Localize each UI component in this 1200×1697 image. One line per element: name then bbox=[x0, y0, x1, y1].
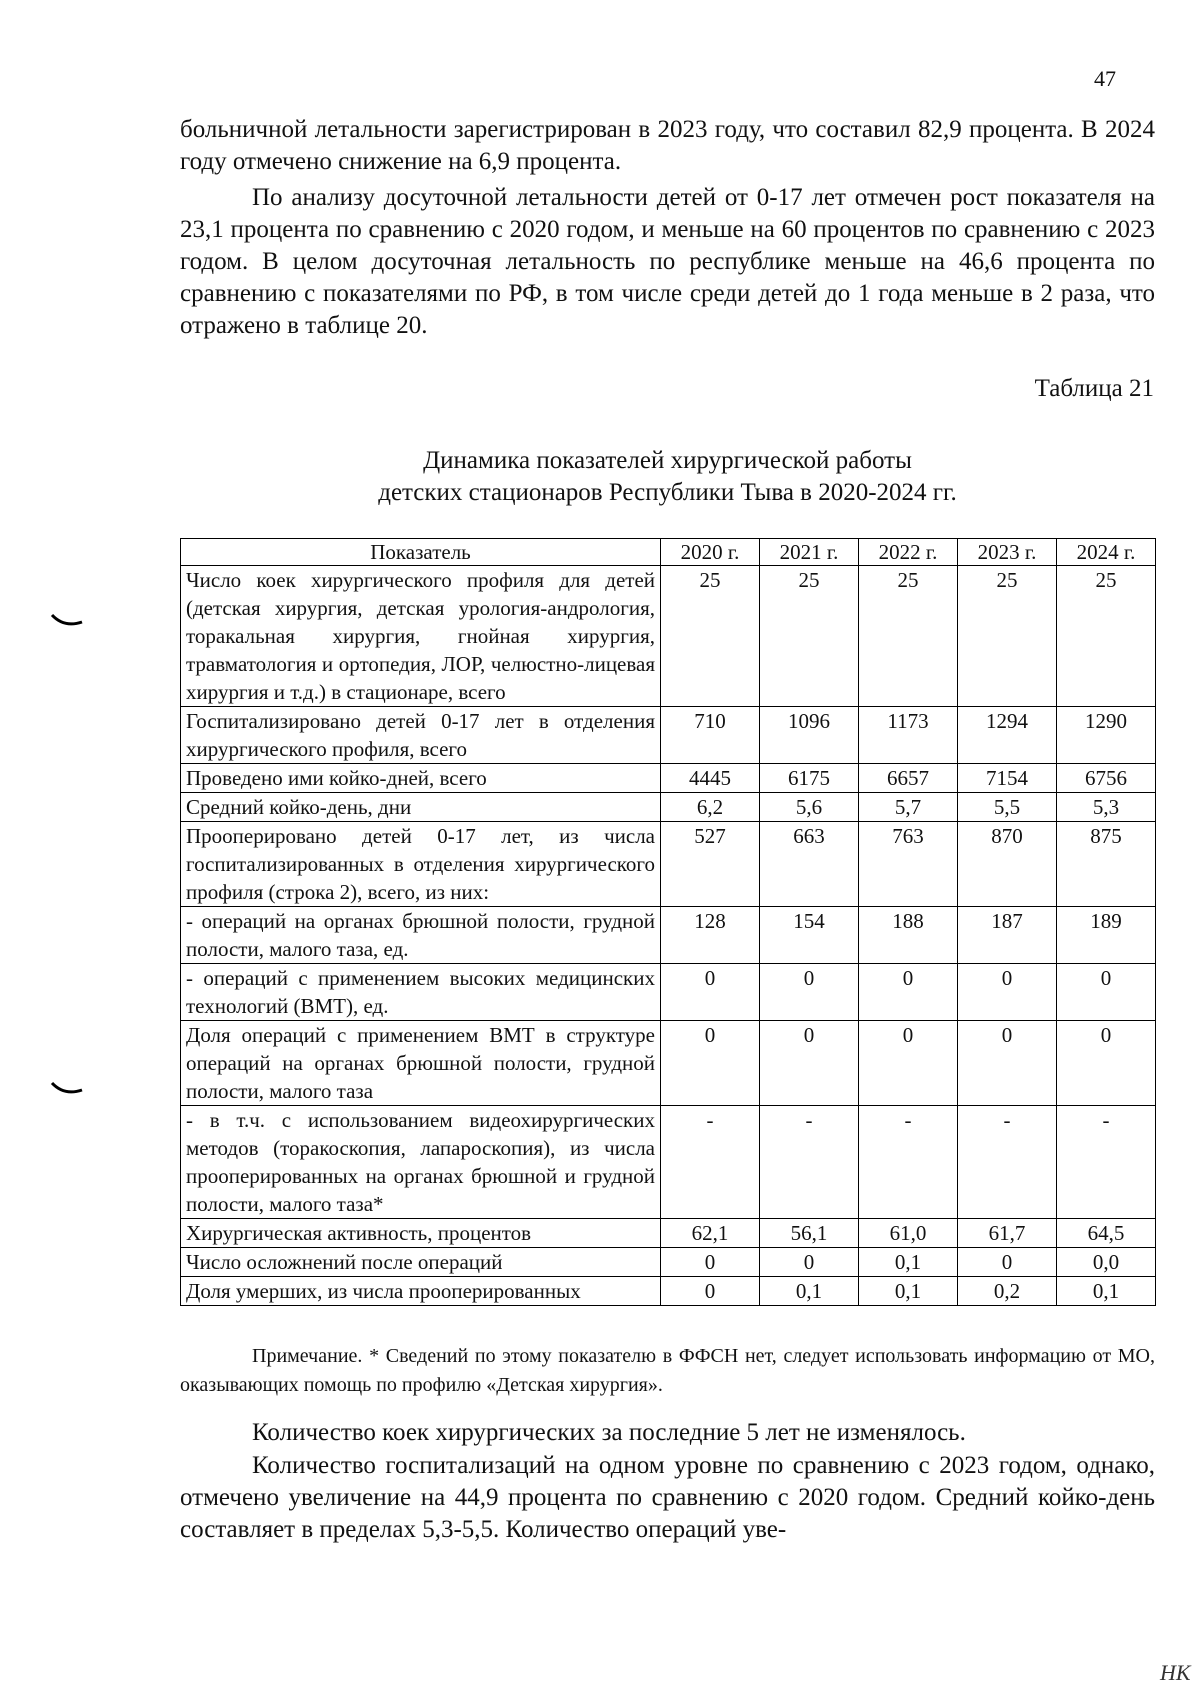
value-cell: 5,6 bbox=[760, 793, 859, 822]
value-cell: 0 bbox=[859, 964, 958, 1021]
value-cell: 187 bbox=[958, 907, 1057, 964]
value-cell: 1290 bbox=[1057, 707, 1156, 764]
indicator-cell: Госпитализировано детей 0-17 лет в отделения хирургического профиля, всего bbox=[181, 707, 661, 764]
indicator-cell: Число коек хирургического профиля для детей (детская хирургия, детская урология-андрология, торакальная хирургия, гнойная хирургия, травматология и ортопедия, ЛОР, челюстно-лицевая хирургия и т.д.) в стационаре, всего bbox=[181, 566, 661, 707]
value-cell: 663 bbox=[760, 822, 859, 907]
value-cell: 1173 bbox=[859, 707, 958, 764]
value-cell: 61,7 bbox=[958, 1219, 1057, 1248]
value-cell: 0,1 bbox=[1057, 1277, 1156, 1306]
table-title-line-1: Динамика показателей хирургической работы bbox=[423, 447, 912, 474]
value-cell: 0 bbox=[661, 1021, 760, 1106]
header-2021: 2021 г. bbox=[760, 539, 859, 566]
value-cell: 25 bbox=[859, 566, 958, 707]
value-cell: 6756 bbox=[1057, 764, 1156, 793]
table-row bbox=[181, 1021, 1156, 1106]
value-cell: 6657 bbox=[859, 764, 958, 793]
value-cell: - bbox=[760, 1106, 859, 1219]
value-cell: 128 bbox=[661, 907, 760, 964]
value-cell: 0,1 bbox=[859, 1248, 958, 1277]
table-header-row bbox=[181, 539, 1156, 566]
table-row bbox=[181, 793, 1156, 822]
indicator-cell: Хирургическая активность, процентов bbox=[181, 1219, 661, 1248]
indicator-cell: - операций на органах брюшной полости, грудной полости, малого таза, ед. bbox=[181, 907, 661, 964]
indicator-cell: Средний койко-день, дни bbox=[181, 793, 661, 822]
surgical-work-table bbox=[180, 538, 1156, 1306]
table-row bbox=[181, 1248, 1156, 1277]
indicator-cell: Прооперировано детей 0-17 лет, из числа госпитализированных в отделения хирургического профиля (строка 2), всего, из них: bbox=[181, 822, 661, 907]
value-cell: 527 bbox=[661, 822, 760, 907]
value-cell: 0 bbox=[760, 1248, 859, 1277]
value-cell: 0,1 bbox=[760, 1277, 859, 1306]
value-cell: 0 bbox=[760, 1021, 859, 1106]
table-row bbox=[181, 822, 1156, 907]
indicator-cell: Доля операций с применением ВМТ в структуре операций на органах брюшной полости, грудной полости, малого таза bbox=[181, 1021, 661, 1106]
value-cell: 56,1 bbox=[760, 1219, 859, 1248]
handwritten-initials: НК bbox=[1160, 1660, 1191, 1685]
table-label: Таблица 21 bbox=[1034, 375, 1154, 402]
value-cell: 154 bbox=[760, 907, 859, 964]
table-row bbox=[181, 566, 1156, 707]
table-title-line-2: детских стационаров Республики Тыва в 2020-2024 гг. bbox=[378, 479, 957, 506]
header-2023: 2023 г. bbox=[958, 539, 1057, 566]
value-cell: 0,1 bbox=[859, 1277, 958, 1306]
table-row bbox=[181, 1277, 1156, 1306]
value-cell: 5,5 bbox=[958, 793, 1057, 822]
table-row bbox=[181, 1106, 1156, 1219]
value-cell: - bbox=[661, 1106, 760, 1219]
value-cell: 25 bbox=[661, 566, 760, 707]
table-row bbox=[181, 707, 1156, 764]
header-2022: 2022 г. bbox=[859, 539, 958, 566]
indicator-cell: Доля умерших, из числа прооперированных bbox=[181, 1277, 661, 1306]
value-cell: - bbox=[1057, 1106, 1156, 1219]
paragraph-3: Количество коек хирургических за последние 5 лет не изменялось. bbox=[252, 1419, 966, 1446]
value-cell: 25 bbox=[958, 566, 1057, 707]
indicator-cell: - в т.ч. с использованием видеохирургических методов (торакоскопия, лапароскопия), из числа прооперированных на органах брюшной и грудной полости, малого таза* bbox=[181, 1106, 661, 1219]
value-cell: 0 bbox=[1057, 964, 1156, 1021]
table-row bbox=[181, 764, 1156, 793]
scan-mark-icon bbox=[50, 1080, 84, 1096]
value-cell: 25 bbox=[760, 566, 859, 707]
value-cell: 188 bbox=[859, 907, 958, 964]
value-cell: 0 bbox=[958, 1021, 1057, 1106]
value-cell: 1096 bbox=[760, 707, 859, 764]
table-body bbox=[181, 566, 1156, 1306]
value-cell: 875 bbox=[1057, 822, 1156, 907]
paragraph-4: Количество госпитализаций на одном уровне по сравнению с 2023 годом, однако, отмечено увеличение на 44,9 процента по сравнению с 2020 годом. Средний койко-день составляет в пределах 5,3-5,5. Количество операций уве- bbox=[180, 1452, 1155, 1543]
value-cell: 25 bbox=[1057, 566, 1156, 707]
table-note: Примечание. * Сведений по этому показателю в ФФСН нет, следует использовать информацию от МО, оказывающих помощь по профилю «Детская хирургия». bbox=[180, 1345, 1155, 1396]
value-cell: 0,2 bbox=[958, 1277, 1057, 1306]
indicator-cell: - операций с применением высоких медицинских технологий (ВМТ), ед. bbox=[181, 964, 661, 1021]
table-title bbox=[180, 445, 1155, 509]
value-cell: 1294 bbox=[958, 707, 1057, 764]
value-cell: - bbox=[859, 1106, 958, 1219]
value-cell: 0 bbox=[958, 1248, 1057, 1277]
value-cell: 763 bbox=[859, 822, 958, 907]
value-cell: 0 bbox=[958, 964, 1057, 1021]
value-cell: 61,0 bbox=[859, 1219, 958, 1248]
indicator-cell: Проведено ими койко-дней, всего bbox=[181, 764, 661, 793]
value-cell: 64,5 bbox=[1057, 1219, 1156, 1248]
value-cell: 0 bbox=[661, 1248, 760, 1277]
value-cell: 0 bbox=[760, 964, 859, 1021]
scan-mark-icon bbox=[50, 612, 84, 628]
value-cell: 6,2 bbox=[661, 793, 760, 822]
header-2024: 2024 г. bbox=[1057, 539, 1156, 566]
table-row bbox=[181, 1219, 1156, 1248]
table-row bbox=[181, 907, 1156, 964]
value-cell: 0 bbox=[859, 1021, 958, 1106]
value-cell: 0 bbox=[661, 1277, 760, 1306]
value-cell: 870 bbox=[958, 822, 1057, 907]
header-2020: 2020 г. bbox=[661, 539, 760, 566]
table-row bbox=[181, 964, 1156, 1021]
value-cell: 5,7 bbox=[859, 793, 958, 822]
paragraph-2: По анализу досуточной летальности детей от 0-17 лет отмечен рост показателя на 23,1 процента по сравнению с 2020 годом, и меньше на 60 процентов по сравнению с 2023 годом. В целом досуточная летальность по республике меньше на 46,6 процента по сравнению с показателями по РФ, в том числе среди детей до 1 года меньше в 2 раза, что отражено в таблице 20. bbox=[180, 184, 1155, 339]
page-number: 47 bbox=[1094, 66, 1116, 91]
value-cell: 189 bbox=[1057, 907, 1156, 964]
value-cell: 710 bbox=[661, 707, 760, 764]
value-cell: 7154 bbox=[958, 764, 1057, 793]
indicator-cell: Число осложнений после операций bbox=[181, 1248, 661, 1277]
value-cell: 62,1 bbox=[661, 1219, 760, 1248]
value-cell: 0 bbox=[661, 964, 760, 1021]
value-cell: 5,3 bbox=[1057, 793, 1156, 822]
paragraph-1: больничной летальности зарегистрирован в 2023 году, что составил 82,9 процента. В 2024 году отмечено снижение на 6,9 процента. bbox=[180, 116, 1155, 175]
value-cell: 4445 bbox=[661, 764, 760, 793]
value-cell: 0,0 bbox=[1057, 1248, 1156, 1277]
header-indicator: Показатель bbox=[181, 539, 661, 566]
value-cell: 6175 bbox=[760, 764, 859, 793]
value-cell: - bbox=[958, 1106, 1057, 1219]
value-cell: 0 bbox=[1057, 1021, 1156, 1106]
